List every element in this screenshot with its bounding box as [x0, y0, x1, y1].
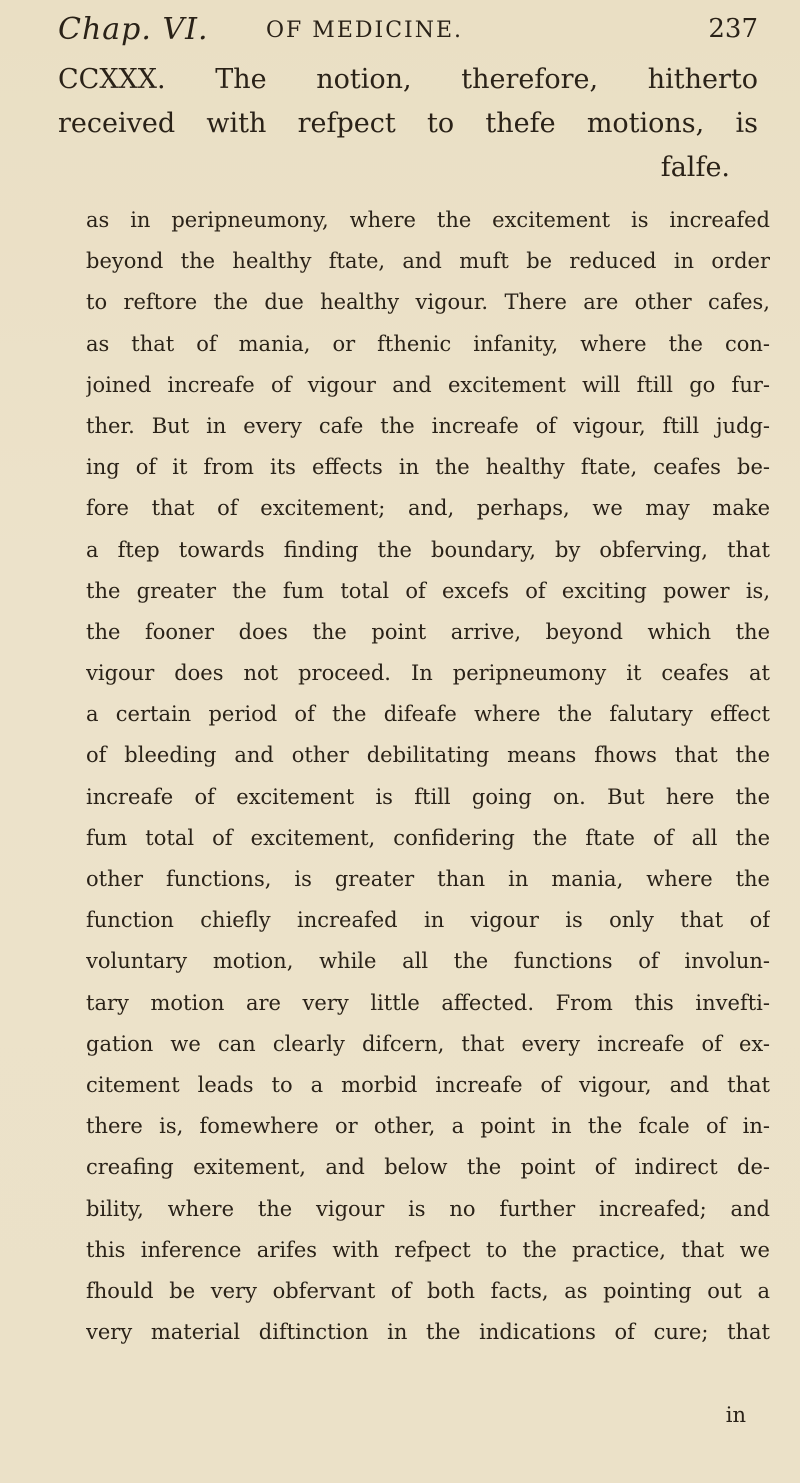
text-line: as that of mania, or fthenic infanity, where the con-: [86, 331, 770, 356]
text-line: very material diftinction in the indications of cure; that: [86, 1320, 770, 1345]
text-line: other functions, is greater than in mania, where the: [86, 867, 770, 891]
text-line: gation we can clearly difcern, that every increafe of ex-: [86, 1031, 770, 1056]
catchword: in: [725, 1403, 746, 1427]
section-line: received with refpect to thefe motions, is: [58, 108, 758, 139]
body-text: [86, 200, 770, 1353]
text-line: tary motion are very little affected. From this invefti-: [86, 990, 770, 1015]
text-line: increafe of excitement is ftill going on. But here the: [86, 784, 770, 809]
text-line: function chiefly increafed in vigour is only that of: [86, 908, 770, 933]
text-line: the greater the fum total of excefs of exciting power is,: [86, 578, 770, 603]
text-line: ing of it from its effects in the healthy ftate, ceafes be-: [86, 455, 770, 480]
text-line: as in peripneumony, where the excitement is increafed: [86, 208, 770, 232]
running-title: OF MEDICINE.: [266, 18, 464, 43]
running-head: [58, 12, 758, 56]
text-line: there is, fomewhere or other, a point in the fcale of in-: [86, 1114, 770, 1139]
text-line: joined increafe of vigour and excitement will ftill go fur-: [86, 372, 770, 397]
text-line: a ftep towards finding the boundary, by obferving, that: [86, 537, 770, 562]
text-line: to reftore the due healthy vigour. There are other cafes,: [86, 290, 770, 315]
text-line: vigour does not proceed. In peripneumony it ceafes at: [86, 661, 770, 686]
text-line: citement leads to a morbid increafe of vigour, and that: [86, 1072, 770, 1097]
chapter-label: Chap. VI.: [58, 12, 209, 47]
text-line: voluntary motion, while all the functions of involun-: [86, 949, 770, 974]
text-line: a certain period of the difeafe where the falutary effect: [86, 702, 770, 727]
section-line-last: falfe.: [660, 152, 730, 183]
text-line: beyond the healthy ftate, and muft be reduced in order: [86, 249, 770, 274]
text-line: bility, where the vigour is no further increafed; and: [86, 1196, 770, 1221]
text-line: fore that of excitement; and, perhaps, we may make: [86, 496, 770, 521]
text-line: ther. But in every cafe the increafe of vigour, ftill judg-: [86, 413, 770, 438]
text-line: fhould be very obfervant of both facts, as pointing out a: [86, 1278, 770, 1303]
section-heading: [58, 58, 758, 190]
text-line: fum total of excitement, confidering the ftate of all the: [86, 825, 770, 850]
text-line: the fooner does the point arrive, beyond which the: [86, 619, 770, 644]
section-line: CCXXX. The notion, therefore, hitherto: [58, 64, 758, 95]
page-number: 237: [708, 14, 758, 44]
text-line: of bleeding and other debilitating means fhows that the: [86, 743, 770, 768]
text-line: this inference arifes with refpect to the practice, that we: [86, 1237, 770, 1262]
text-line: creafing exitement, and below the point of indirect de-: [86, 1155, 770, 1180]
